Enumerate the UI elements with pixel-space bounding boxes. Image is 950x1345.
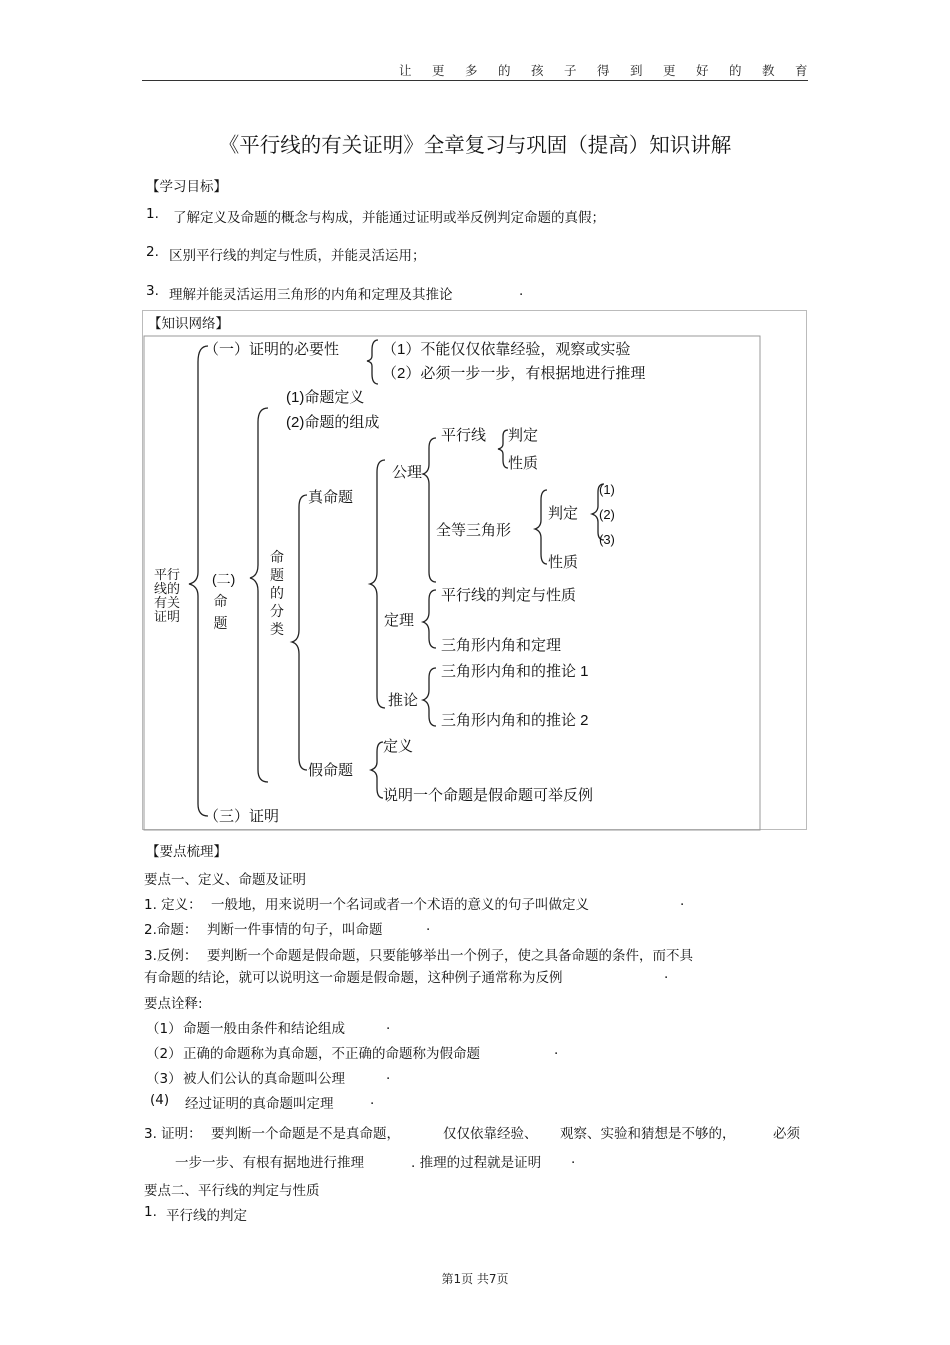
point2-item-text: 平行线的判定 bbox=[166, 1208, 247, 1224]
proof-line2-b: . 推理的过程就是证明 bbox=[411, 1155, 542, 1171]
proof-part-d: 必须 bbox=[773, 1126, 800, 1142]
goal-3-tail: . bbox=[519, 283, 524, 299]
diagram-part1-item1: （1）不能仅仅依靠经验，观察或实验 bbox=[382, 341, 631, 358]
explain-title: 要点诠释: bbox=[144, 996, 203, 1012]
diagram-definition: (1)命题定义 bbox=[286, 389, 365, 406]
def3-line2: 有命题的结论，就可以说明这一命题是假命题，这种例子通常称为反例 bbox=[144, 970, 563, 986]
proof-part-a: 要判断一个命题是不是真命题， bbox=[211, 1126, 400, 1142]
diagram-theorem1: 平行线的判定与性质 bbox=[441, 587, 577, 604]
diagram-true-prop: 真命题 bbox=[308, 489, 354, 506]
diagram-judge2: 判定 bbox=[548, 505, 579, 522]
def1-tail: . bbox=[680, 893, 685, 909]
def2-tail: . bbox=[426, 918, 431, 934]
explain-3-text: 被人们公认的真命题叫公理 bbox=[183, 1071, 345, 1087]
knowledge-network-diagram bbox=[142, 310, 807, 830]
explain-1-tail: . bbox=[386, 1017, 391, 1033]
diagram-false-def: 定义 bbox=[383, 738, 414, 755]
diagram-property2: 性质 bbox=[548, 554, 579, 571]
section-points-heading: 【要点梳理】 bbox=[146, 844, 227, 860]
def3-tail: . bbox=[664, 966, 669, 982]
section-network-heading: 【知识网络】 bbox=[148, 316, 229, 332]
diagram-property: 性质 bbox=[508, 455, 539, 472]
diagram-theorem2: 三角形内角和定理 bbox=[441, 637, 562, 654]
explain-4-num: (4) bbox=[150, 1092, 170, 1108]
diagram-false-prop: 假命题 bbox=[308, 762, 354, 779]
diagram-axiom: 公理 bbox=[392, 464, 423, 481]
def1-text: 一般地，用来说明一个名词或者一个术语的意义的句子叫做定义 bbox=[211, 897, 589, 913]
diagram-n1: (1) bbox=[599, 482, 615, 497]
def3-line1: 要判断一个命题是假命题，只要能够举出一个例子，使之具备命题的条件，而不具 bbox=[207, 948, 693, 964]
proof-line2-a: 一步一步、有根有据地进行推理 bbox=[175, 1155, 364, 1171]
proof-part-c: 观察、实验和猜想是不够的， bbox=[560, 1126, 736, 1142]
goal-1-text: 了解定义及命题的概念与构成，并能通过证明或举反例判定命题的真假； bbox=[173, 210, 605, 226]
diagram-root: 平行线的有关证明 bbox=[154, 567, 181, 624]
diagram-n3: (3) bbox=[599, 532, 615, 547]
diagram-classify: 命题的分类 bbox=[270, 549, 284, 637]
diagram-composition: (2)命题的组成 bbox=[286, 414, 380, 431]
diagram-congruent: 全等三角形 bbox=[436, 522, 512, 539]
proof-label: 3. 证明： bbox=[144, 1126, 202, 1142]
explain-3-tail: . bbox=[386, 1067, 391, 1083]
proof-part-b: 仅仅依靠经验、 bbox=[443, 1126, 538, 1142]
explain-1-text: 命题一般由条件和结论组成 bbox=[183, 1021, 345, 1037]
diagram-part1: （一）证明的必要性 bbox=[204, 341, 340, 358]
header-slogan: 让更多的孩子得到更好的教育 bbox=[398, 63, 828, 78]
explain-2-text: 正确的命题称为真命题，不正确的命题称为假命题 bbox=[183, 1046, 480, 1062]
def2-label: 2.命题： bbox=[144, 922, 198, 938]
point2-title: 要点二、平行线的判定与性质 bbox=[144, 1183, 320, 1199]
goal-2-text: 区别平行线的判定与性质，并能灵活运用； bbox=[169, 248, 426, 264]
explain-1-num: （1） bbox=[146, 1021, 182, 1037]
diagram-judge: 判定 bbox=[508, 427, 539, 444]
explain-3-num: （3） bbox=[146, 1071, 182, 1087]
page-header bbox=[142, 60, 828, 81]
diagram-part3: （三）证明 bbox=[204, 808, 280, 825]
explain-4-text: 经过证明的真命题叫定理 bbox=[185, 1096, 334, 1112]
explain-2-tail: . bbox=[554, 1042, 559, 1058]
diagram-false-example: 说明一个命题是假命题可举反例 bbox=[383, 787, 594, 804]
def3-label: 3.反例： bbox=[144, 948, 198, 964]
explain-2-num: （2） bbox=[146, 1046, 182, 1062]
def2-text: 判断一件事情的句子，叫命题 bbox=[207, 922, 383, 938]
diagram-parallel: 平行线 bbox=[441, 427, 487, 444]
diagram-corollary: 推论 bbox=[388, 692, 419, 709]
def1-label: 1. 定义： bbox=[144, 897, 202, 913]
explain-4-tail: . bbox=[370, 1092, 375, 1108]
goal-3-num: 3. bbox=[146, 283, 159, 299]
proof-tail: . bbox=[571, 1151, 576, 1167]
point1-title: 要点一、定义、命题及证明 bbox=[144, 872, 306, 888]
goal-2-num: 2. bbox=[146, 244, 159, 260]
point2-item-num: 1. bbox=[144, 1204, 157, 1220]
goal-1-num: 1. bbox=[146, 206, 159, 222]
diagram-corollary2: 三角形内角和的推论 2 bbox=[441, 712, 589, 729]
diagram-n2: (2) bbox=[599, 507, 615, 522]
diagram-corollary1: 三角形内角和的推论 1 bbox=[441, 663, 589, 680]
section-goals-heading: 【学习目标】 bbox=[146, 179, 227, 195]
diagram-part1-item2: （2）必须一步一步，有根据地进行推理 bbox=[382, 365, 646, 382]
diagram-part2: (二)命题 bbox=[212, 571, 236, 631]
diagram-theorem: 定理 bbox=[384, 612, 415, 629]
document-title: 《平行线的有关证明》全章复习与巩固（提高）知识讲解 bbox=[218, 133, 732, 157]
goal-3-text: 理解并能灵活运用三角形的内角和定理及其推论 bbox=[169, 287, 453, 303]
page-footer: 第1页 共7页 bbox=[441, 1272, 509, 1286]
